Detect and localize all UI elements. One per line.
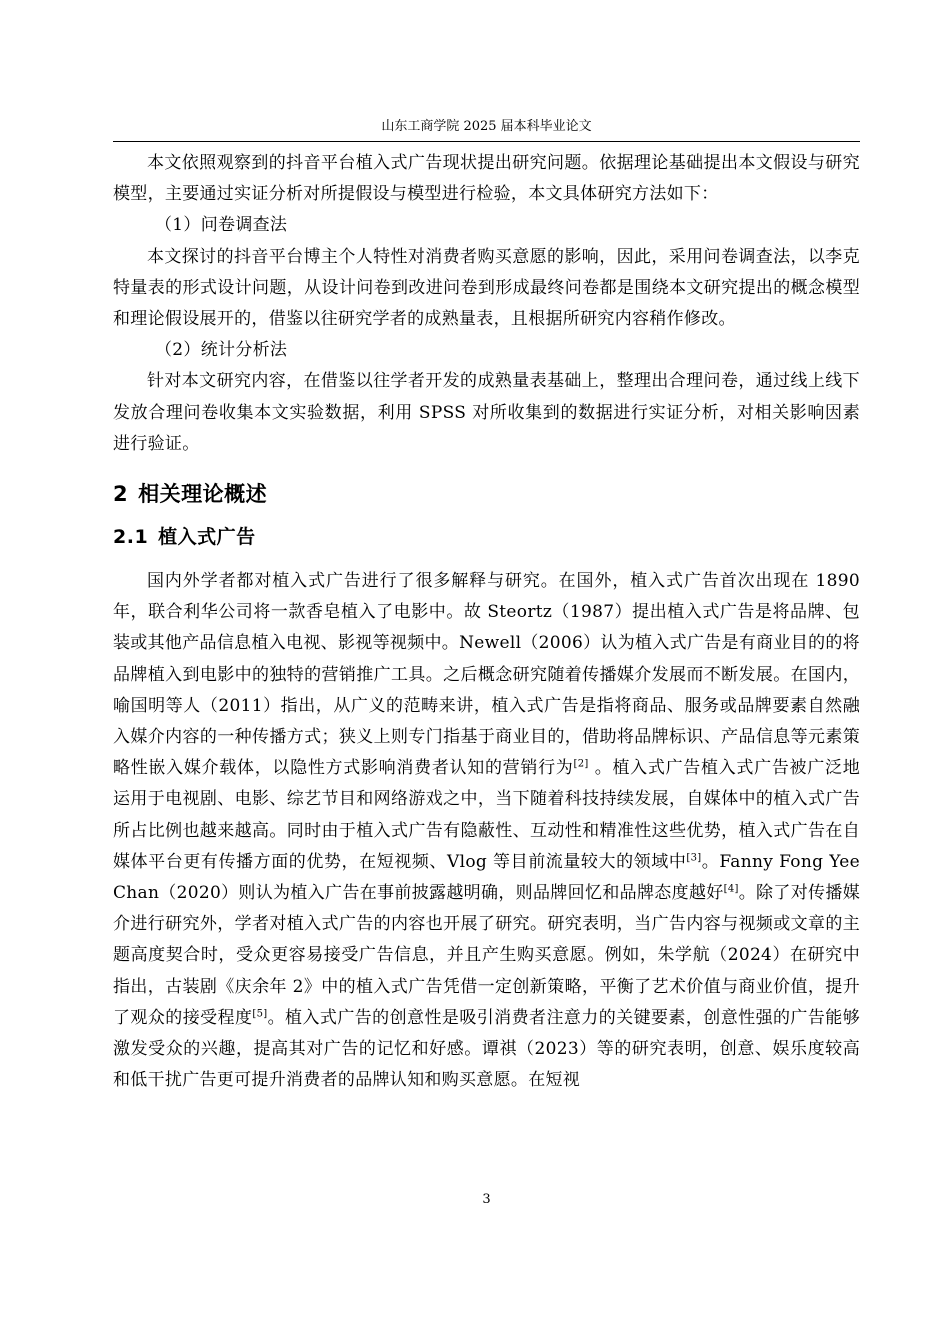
citation-ref: [5] [252, 1008, 268, 1020]
statistics-paragraph: 针对本文研究内容，在借鉴以往学者开发的成熟量表基础上，整理出合理问卷，通过线上线下发放合理问卷收集本文实验数据，利用 SPSS 对所收集到的数据进行实证分析，对相关影响因素进行验证。 [113, 371, 860, 454]
text-run: 国内外学者都对植入式广告进行了很多解释与研究。在国外，植入式广告首次出现在 1890 年，联合利华公司将一款香皂植入了电影中。故 Steortz（1987）提出植入式广告是将品牌、包装或其他产品信息植入电视、影视等视频中。Newell（2006）认为植入式广告是有商业目的的将品牌植入到电影中的独特的营销推广工具。之后概念研究随着传播媒介发展而不断发展。在国内，喻国明等人（2011）指出，从广义的范畴来讲，植入式广告是指将商品、服务或品牌要素自然融入媒介内容的一种传播方式；狭义上则专门指基于商业目的，借助将品牌标识、产品信息等元素策略性嵌入媒介载体，以隐性方式影响消费者认知的营销行为 [113, 571, 860, 779]
section-number: 2 [113, 482, 129, 507]
header-rule [113, 141, 860, 142]
literature-paragraph [113, 566, 860, 1096]
intro-paragraph: 本文依照观察到的抖音平台植入式广告现状提出研究问题。依据理论基础提出本文假设与研究模型，主要通过实证分析对所提假设与模型进行检验，本文具体研究方法如下： [113, 153, 860, 205]
method-questionnaire-heading: （1）问卷调查法 [155, 215, 288, 236]
text-run: 。植入式广告的创意性是吸引消费者注意力的关键要素，创意性强的广告能够激发受众的兴趣，提高其对广告的记忆和好感。谭祺（2023）等的研究表明，创意、娱乐度较高和低干扰广告更可提升消费者的品牌认知和购买意愿。在短视 [113, 1007, 860, 1091]
citation-ref: [2] [573, 758, 589, 770]
page-number: 3 [482, 1192, 491, 1207]
citation-ref: [3] [686, 852, 702, 864]
subsection-number: 2.1 [113, 526, 149, 549]
questionnaire-paragraph: 本文探讨的抖音平台博主个人特性对消费者购买意愿的影响，因此，采用问卷调查法，以李克特量表的形式设计问题，从设计问卷到改进问卷到形成最终问卷都是围绕本文研究提出的概念模型和理论假设展开的，借鉴以往研究学者的成熟量表，且根据所研究内容稍作修改。 [113, 246, 860, 330]
section-heading [113, 476, 860, 512]
section-title: 相关理论概述 [138, 482, 268, 507]
subsection-title: 植入式广告 [158, 526, 256, 549]
page-body [113, 148, 860, 1096]
citation-ref: [4] [723, 883, 739, 895]
text-run: 。Fanny Fong Yee Chan（2020）则认为植入广告在事前披露越明确，则品牌回忆和品牌态度越好 [113, 851, 861, 904]
text-run: 。植入式广告植入式广告被广泛地运用于电视剧、电影、综艺节目和网络游戏之中，当下随着科技持续发展，自媒体中的植入式广告所占比例也越来越高。同时由于植入式广告有隐蔽性、互动性和精准性这些优势，植入式广告在自媒体平台更有传播方面的优势，在短视频、Vlog 等目前流量较大的领域中 [113, 758, 860, 872]
subsection-heading [113, 520, 860, 554]
text-run: 。除了对传播媒介进行研究外，学者对植入式广告的内容也开展了研究。研究表明，当广告内容与视频或文章的主题高度契合时，受众更容易接受广告信息，并且产生购买意愿。例如，朱学航（2024）在研究中指出，古装剧《庆余年 2》中的植入式广告凭借一定创新策略，平衡了艺术价值与商业价值，提升了观众的接受程度 [113, 883, 861, 1028]
page-header: 山东工商学院 2025 届本科毕业论文 [381, 119, 592, 134]
method-statistics-heading: （2）统计分析法 [155, 340, 288, 361]
